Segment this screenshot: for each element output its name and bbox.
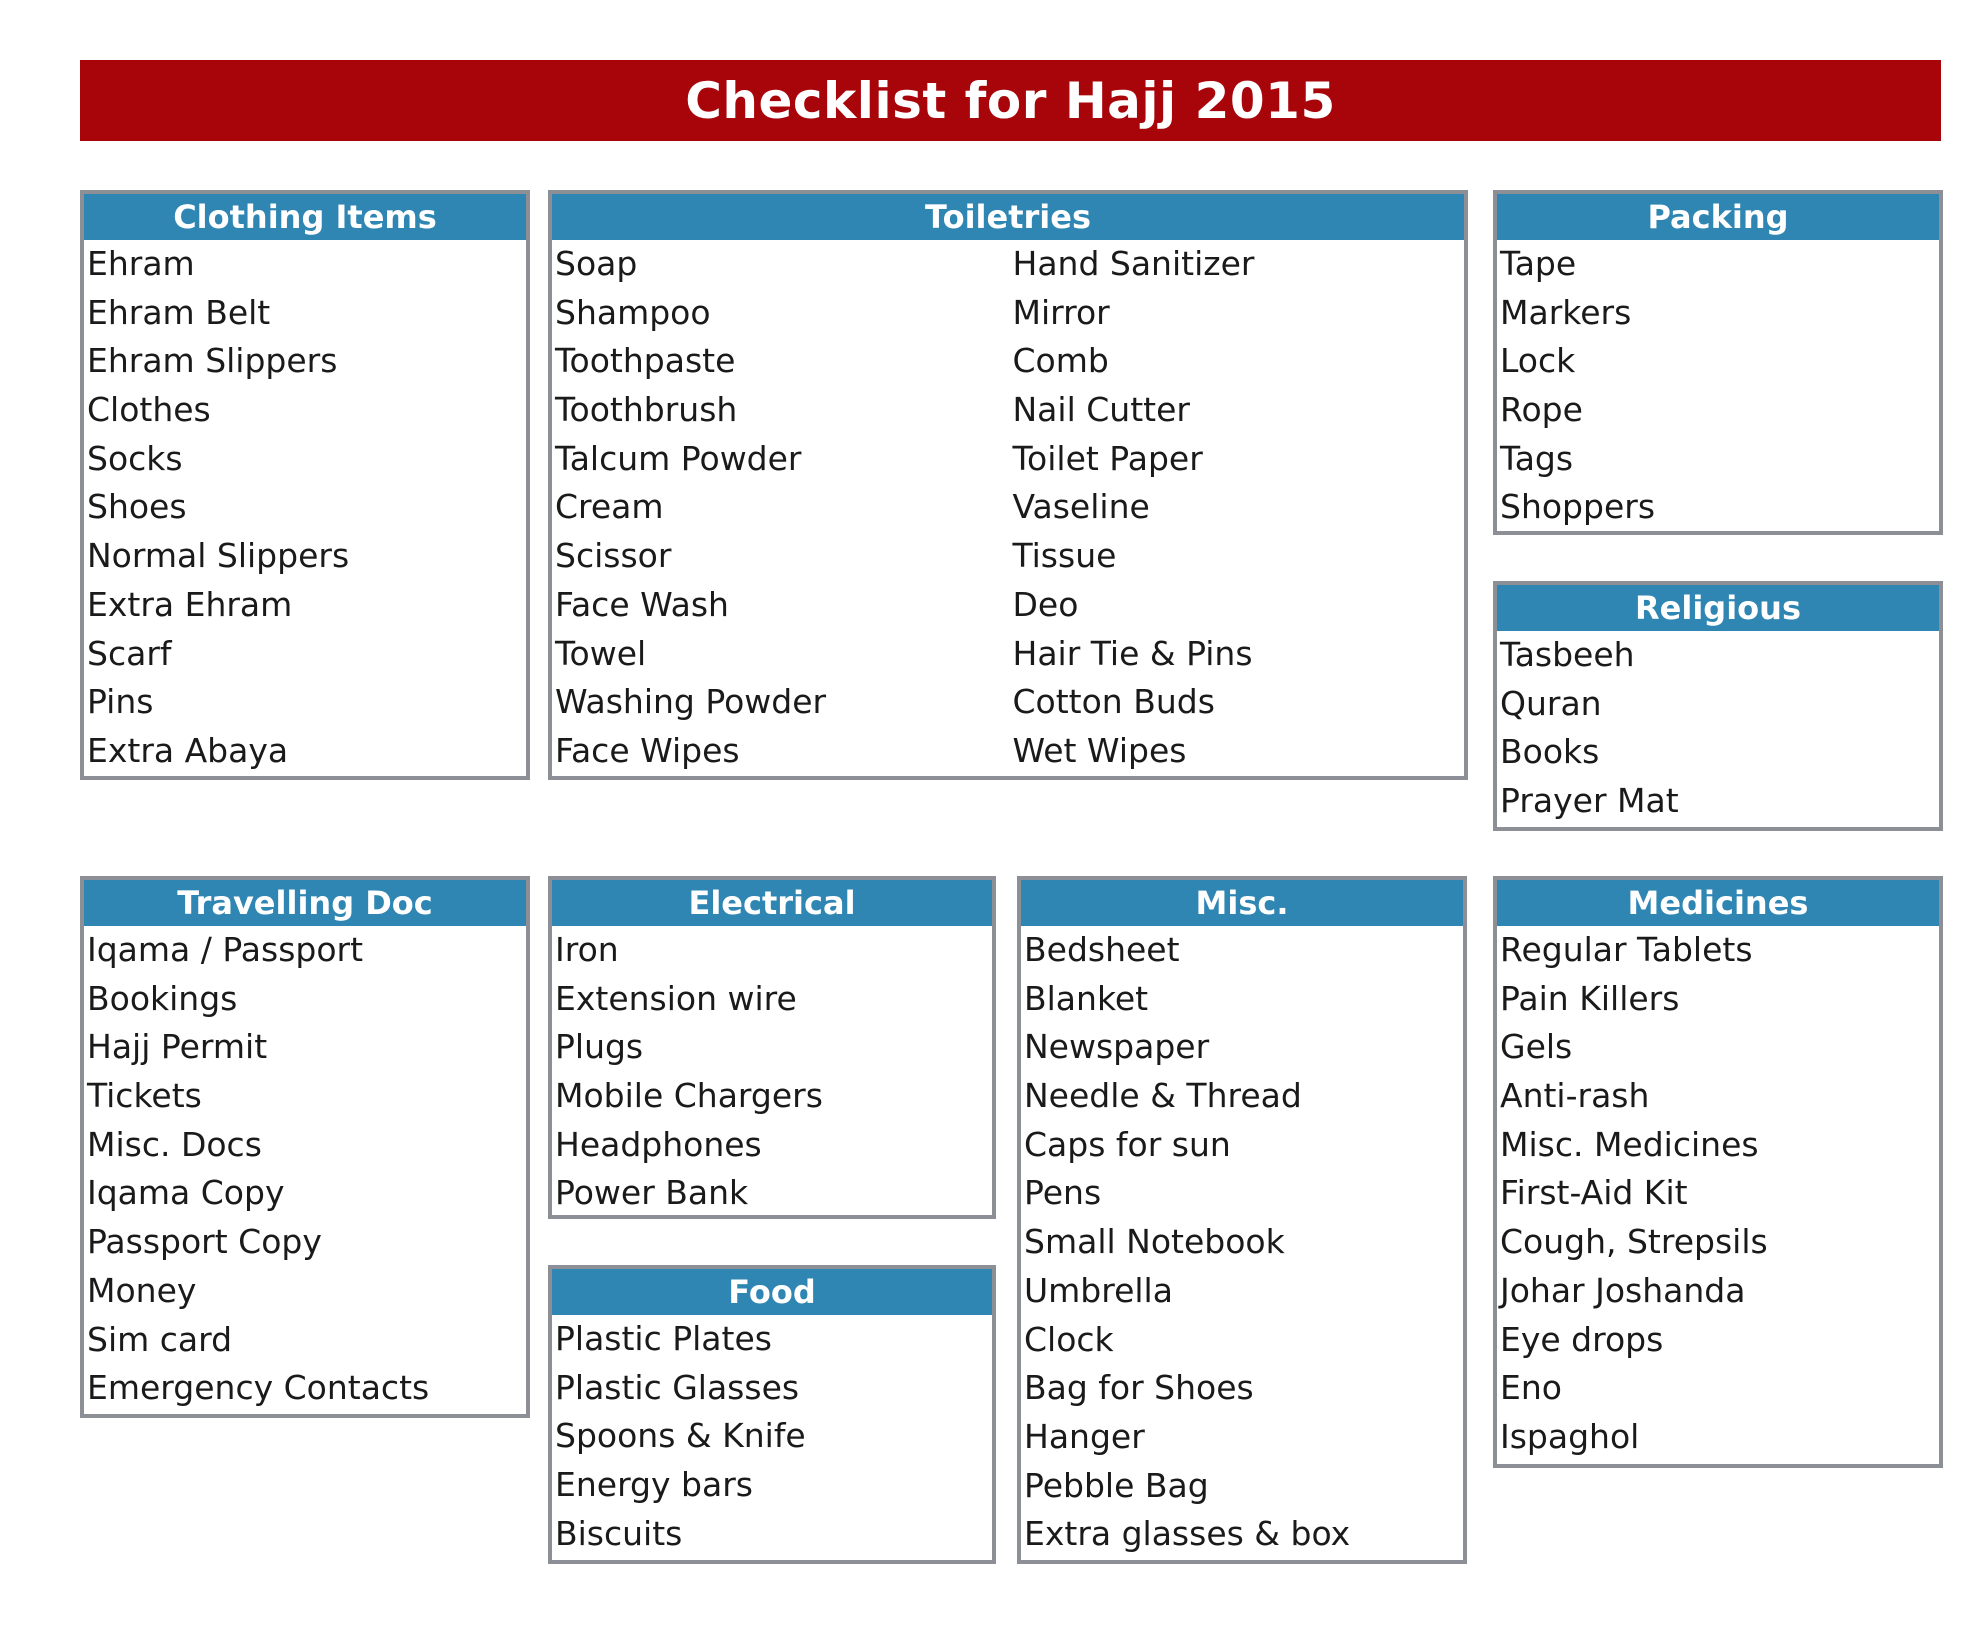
section-header: Toiletries <box>552 194 1464 240</box>
checklist-item: Pain Killers <box>1500 978 1680 1018</box>
checklist-item: Markers <box>1500 292 1632 332</box>
electrical-section <box>548 876 996 1219</box>
section-header: Religious <box>1497 585 1939 631</box>
checklist-item: Face Wipes <box>555 730 740 770</box>
item-list <box>84 240 526 776</box>
checklist-item: Extra Abaya <box>87 730 289 770</box>
checklist-item: Mirror <box>1012 292 1110 332</box>
section-header: Electrical <box>552 880 992 926</box>
checklist-item: Prayer Mat <box>1500 781 1679 821</box>
checklist-item: Normal Slippers <box>87 536 350 576</box>
checklist-item: Small Notebook <box>1024 1222 1285 1262</box>
checklist-item: Extra glasses & box <box>1024 1514 1351 1554</box>
checklist-item: Washing Powder <box>555 682 827 722</box>
checklist-item: Cough, Strepsils <box>1500 1222 1768 1262</box>
checklist-item: Misc. Docs <box>87 1124 262 1164</box>
checklist-item: Ehram Belt <box>87 292 271 332</box>
checklist-item: Pins <box>87 682 154 722</box>
item-list-left <box>552 240 1007 776</box>
checklist-item: Misc. Medicines <box>1500 1124 1759 1164</box>
checklist-item: Tickets <box>87 1076 202 1116</box>
item-list <box>84 926 526 1413</box>
checklist-item: Toothbrush <box>555 390 738 430</box>
checklist-item: Anti-rash <box>1500 1076 1650 1116</box>
section-header: Misc. <box>1021 880 1463 926</box>
checklist-item: Spoons & Knife <box>555 1416 806 1456</box>
checklist-item: Books <box>1500 732 1600 772</box>
checklist-item: Passport Copy <box>87 1222 322 1262</box>
misc-section <box>1017 876 1467 1564</box>
checklist-item: Hanger <box>1024 1416 1145 1456</box>
checklist-item: Rope <box>1500 390 1583 430</box>
checklist-item: Blanket <box>1024 978 1149 1018</box>
checklist-item: Extension wire <box>555 978 797 1018</box>
item-list <box>1497 631 1939 826</box>
page-title: Checklist for Hajj 2015 <box>80 60 1941 141</box>
checklist-item: Hair Tie & Pins <box>1012 633 1253 673</box>
checklist-item: Shampoo <box>555 292 711 332</box>
checklist-item: Energy bars <box>555 1465 753 1505</box>
checklist-item: Eye drops <box>1500 1319 1664 1359</box>
checklist-item: Plastic Glasses <box>555 1367 800 1407</box>
checklist-item: Money <box>87 1270 197 1310</box>
checklist-item: Ehram Slippers <box>87 341 338 381</box>
travelling-doc-section <box>80 876 530 1418</box>
checklist-item: Tape <box>1500 244 1577 283</box>
clothing-items-section <box>80 190 530 780</box>
checklist-item: Shoppers <box>1500 487 1656 527</box>
checklist-item: Towel <box>555 633 647 673</box>
checklist-item: First-Aid Kit <box>1500 1173 1688 1213</box>
checklist-item: Tags <box>1500 438 1574 478</box>
checklist-item: Iqama / Passport <box>87 930 364 969</box>
checklist-item: Pens <box>1024 1173 1102 1213</box>
checklist-item: Cotton Buds <box>1012 682 1215 722</box>
checklist-item: Umbrella <box>1024 1270 1173 1310</box>
section-header: Clothing Items <box>84 194 526 240</box>
section-header: Food <box>552 1269 992 1315</box>
item-list <box>552 1315 992 1558</box>
checklist-item: Soap <box>555 244 638 283</box>
checklist-item: Wet Wipes <box>1012 730 1187 770</box>
checklist-item: Comb <box>1012 341 1109 381</box>
checklist-item: Extra Ehram <box>87 584 293 624</box>
checklist-item: Caps for sun <box>1024 1124 1231 1164</box>
checklist-item: Face Wash <box>555 584 729 624</box>
food-section <box>548 1265 996 1564</box>
checklist-item: Pebble Bag <box>1024 1465 1209 1505</box>
item-list <box>1021 926 1463 1559</box>
checklist-item: Hand Sanitizer <box>1012 244 1255 283</box>
section-header: Packing <box>1497 194 1939 240</box>
checklist-item: Bag for Shoes <box>1024 1368 1254 1408</box>
checklist-item: Hajj Permit <box>87 1027 268 1067</box>
checklist-item: Cream <box>555 487 664 527</box>
medicines-section <box>1493 876 1943 1468</box>
checklist-item: Plugs <box>555 1027 644 1067</box>
item-list <box>1497 926 1939 1462</box>
checklist-item: Bedsheet <box>1024 930 1180 969</box>
checklist-item: Socks <box>87 438 183 478</box>
checklist-item: Toothpaste <box>555 341 736 381</box>
checklist-item: Power Bank <box>555 1173 749 1213</box>
checklist-item: Biscuits <box>555 1513 683 1553</box>
checklist-item: Plastic Plates <box>555 1319 772 1358</box>
checklist-item: Toilet Paper <box>1012 438 1203 478</box>
checklist-item: Headphones <box>555 1124 762 1164</box>
checklist-item: Iqama Copy <box>87 1173 285 1213</box>
checklist-item: Bookings <box>87 978 238 1018</box>
item-list <box>552 926 992 1218</box>
religious-section <box>1493 581 1943 831</box>
checklist-item: Gels <box>1500 1027 1573 1067</box>
checklist-item: Deo <box>1012 584 1079 624</box>
checklist-item: Clock <box>1024 1319 1114 1359</box>
checklist-item: Ispaghol <box>1500 1416 1640 1456</box>
checklist-item: Vaseline <box>1012 487 1150 527</box>
checklist-item: Ehram <box>87 244 195 283</box>
checklist-item: Talcum Powder <box>555 438 802 478</box>
checklist-item: Eno <box>1500 1368 1562 1408</box>
checklist-item: Iron <box>555 930 619 969</box>
checklist-item: Scissor <box>555 536 672 576</box>
section-header: Travelling Doc <box>84 880 526 926</box>
checklist-item: Johar Joshanda <box>1500 1270 1746 1310</box>
packing-section <box>1493 190 1943 535</box>
checklist-item: Shoes <box>87 487 187 527</box>
checklist-item: Quran <box>1500 683 1602 723</box>
item-list <box>1497 240 1939 532</box>
checklist-item: Sim card <box>87 1319 233 1359</box>
checklist-item: Mobile Chargers <box>555 1076 823 1116</box>
checklist-item: Regular Tablets <box>1500 930 1753 969</box>
item-list-right <box>1007 240 1465 776</box>
section-header: Medicines <box>1497 880 1939 926</box>
checklist-item: Needle & Thread <box>1024 1076 1302 1116</box>
checklist-item: Newspaper <box>1024 1027 1210 1067</box>
checklist-item: Lock <box>1500 341 1576 381</box>
toiletries-section <box>548 190 1468 780</box>
checklist-item: Emergency Contacts <box>87 1368 430 1408</box>
checklist-item: Tasbeeh <box>1500 635 1635 674</box>
checklist-item: Tissue <box>1012 536 1117 576</box>
checklist-item: Scarf <box>87 633 172 673</box>
checklist-item: Nail Cutter <box>1012 390 1190 430</box>
checklist-item: Clothes <box>87 390 211 430</box>
